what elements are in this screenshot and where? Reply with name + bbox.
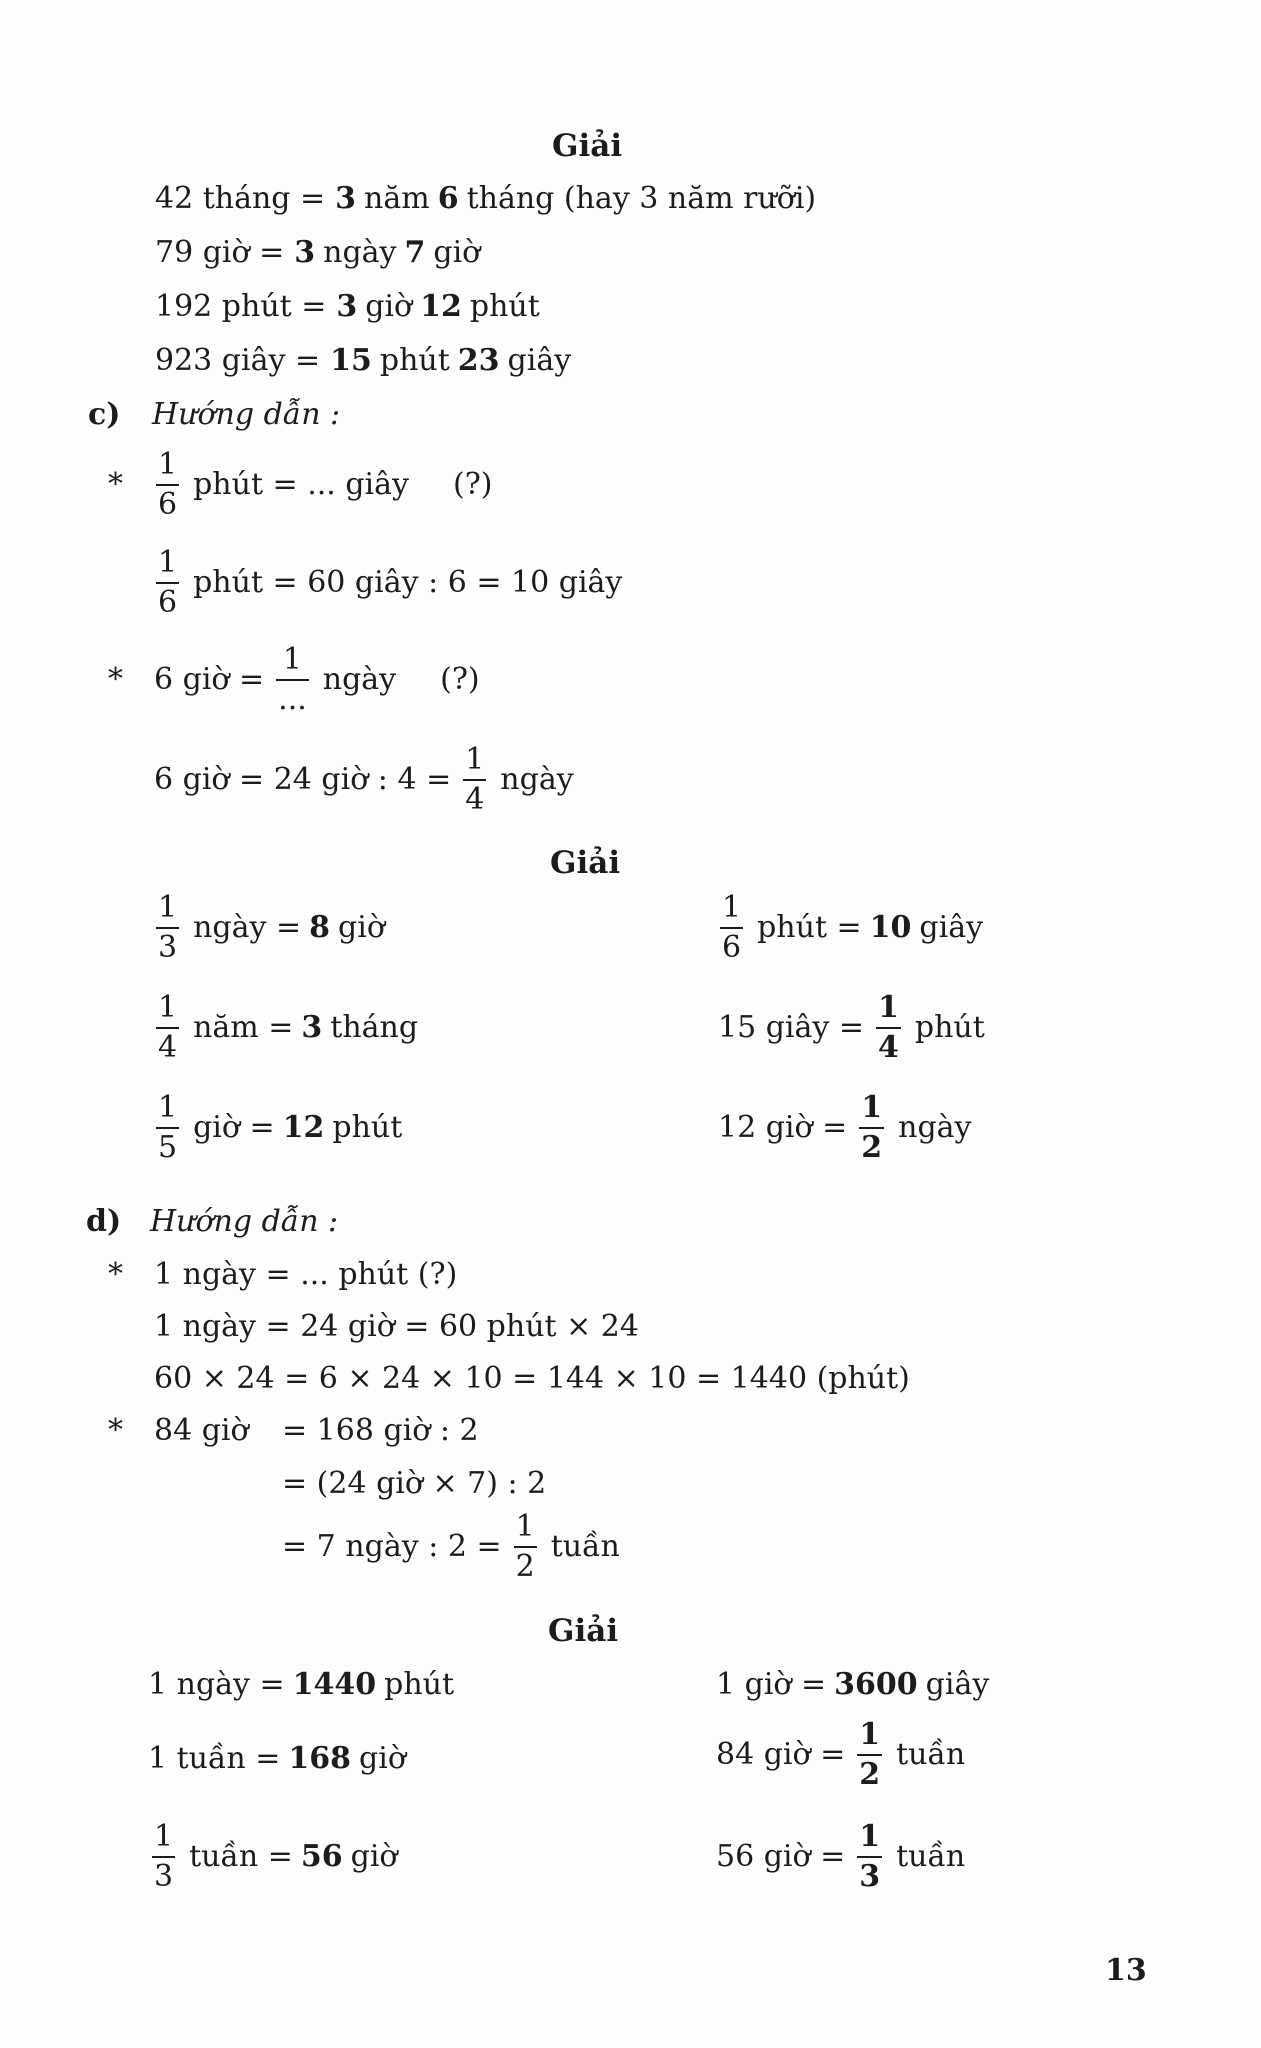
c-result-right-1: $\frac{1}{6}$ phút = 10 giây bbox=[722, 890, 984, 965]
c-result-right-3: 12 giờ = $\frac{1}{2}$ ngày bbox=[718, 1090, 972, 1165]
fraction: $\frac{1}{...}$ bbox=[278, 642, 307, 717]
solution-heading-d: Giải bbox=[548, 1613, 619, 1649]
c-result-left-2: $\frac{1}{4}$ năm = 3 tháng bbox=[158, 990, 419, 1065]
fraction: $\frac{1}{3}$ bbox=[859, 1819, 881, 1894]
fraction: $\frac{1}{2}$ bbox=[859, 1717, 881, 1792]
answer-line-seconds: 923 giây = 15 phút 23 giây bbox=[155, 343, 572, 378]
d-line-3: 60 × 24 = 6 × 24 × 10 = 144 × 10 = 1440 (phút) bbox=[154, 1361, 910, 1396]
fraction: $\frac{1}{3}$ bbox=[158, 890, 178, 965]
bullet-star: * bbox=[108, 467, 123, 502]
d-result-right-3: 56 giờ = $\frac{1}{3}$ tuần bbox=[716, 1819, 966, 1894]
c-result-left-3: $\frac{1}{5}$ giờ = 12 phút bbox=[158, 1090, 403, 1165]
section-d-guide bbox=[86, 1204, 339, 1239]
c-answer-2: 6 giờ = 24 giờ : 4 = $\frac{1}{4}$ ngày bbox=[154, 742, 574, 817]
fraction: $\frac{1}{6}$ bbox=[158, 545, 178, 620]
section-c-guide bbox=[88, 397, 341, 432]
fraction: $\frac{1}{6}$ bbox=[158, 447, 178, 522]
c-result-left-1: $\frac{1}{3}$ ngày = 8 giờ bbox=[158, 890, 385, 965]
c-question-2: * 6 giờ = $\frac{1}{...}$ ngày (?) bbox=[108, 642, 480, 717]
d-result-left-1: 1 ngày = 1440 phút bbox=[148, 1667, 455, 1702]
section-label: d) bbox=[86, 1204, 122, 1239]
fraction: $\frac{1}{6}$ bbox=[722, 890, 742, 965]
d-line-5: = (24 giờ × 7) : 2 bbox=[282, 1466, 547, 1501]
solution-heading-1: Giải bbox=[552, 128, 623, 164]
fraction: $\frac{1}{3}$ bbox=[154, 1819, 174, 1894]
answer-line-months: 42 tháng = 3 năm 6 tháng (hay 3 năm rưỡi) bbox=[155, 181, 817, 216]
c-question-1: * $\frac{1}{6}$ phút = ... giây (?) bbox=[108, 447, 493, 522]
d-line-6: = 7 ngày : 2 = $\frac{1}{2}$ tuần bbox=[282, 1509, 620, 1584]
bullet-star: * bbox=[108, 1413, 123, 1448]
d-line-2: 1 ngày = 24 giờ = 60 phút × 24 bbox=[154, 1309, 639, 1344]
bullet-star: * bbox=[108, 1257, 123, 1292]
answer-line-minutes: 192 phút = 3 giờ 12 phút bbox=[155, 289, 540, 324]
page-number: 13 bbox=[1105, 1953, 1147, 1988]
fraction: $\frac{1}{4}$ bbox=[878, 990, 899, 1065]
c-answer-1: $\frac{1}{6}$ phút = 60 giây : 6 = 10 giây bbox=[158, 545, 623, 620]
fraction: $\frac{1}{4}$ bbox=[465, 742, 485, 817]
guide-title: Hướng dẫn : bbox=[152, 397, 341, 432]
d-result-right-1: 1 giờ = 3600 giây bbox=[716, 1667, 990, 1702]
fraction: $\frac{1}{2}$ bbox=[515, 1509, 535, 1584]
fraction: $\frac{1}{4}$ bbox=[158, 990, 178, 1065]
solution-heading-c: Giải bbox=[550, 845, 621, 881]
d-result-left-2: 1 tuần = 168 giờ bbox=[148, 1741, 406, 1776]
d-result-right-2: 84 giờ = $\frac{1}{2}$ tuần bbox=[716, 1717, 966, 1792]
answer-line-hours: 79 giờ = 3 ngày 7 giờ bbox=[155, 235, 481, 270]
c-result-right-2: 15 giây = $\frac{1}{4}$ phút bbox=[718, 990, 985, 1065]
fraction: $\frac{1}{2}$ bbox=[861, 1090, 883, 1165]
section-label: c) bbox=[88, 397, 121, 432]
fraction: $\frac{1}{5}$ bbox=[158, 1090, 178, 1165]
guide-title: Hướng dẫn : bbox=[150, 1204, 339, 1239]
d-line-4: * 84 giờ = 168 giờ : 2 bbox=[108, 1413, 479, 1448]
d-question-1: * 1 ngày = ... phút (?) bbox=[108, 1257, 458, 1292]
bullet-star: * bbox=[108, 662, 123, 697]
d-result-left-3: $\frac{1}{3}$ tuần = 56 giờ bbox=[154, 1819, 398, 1894]
